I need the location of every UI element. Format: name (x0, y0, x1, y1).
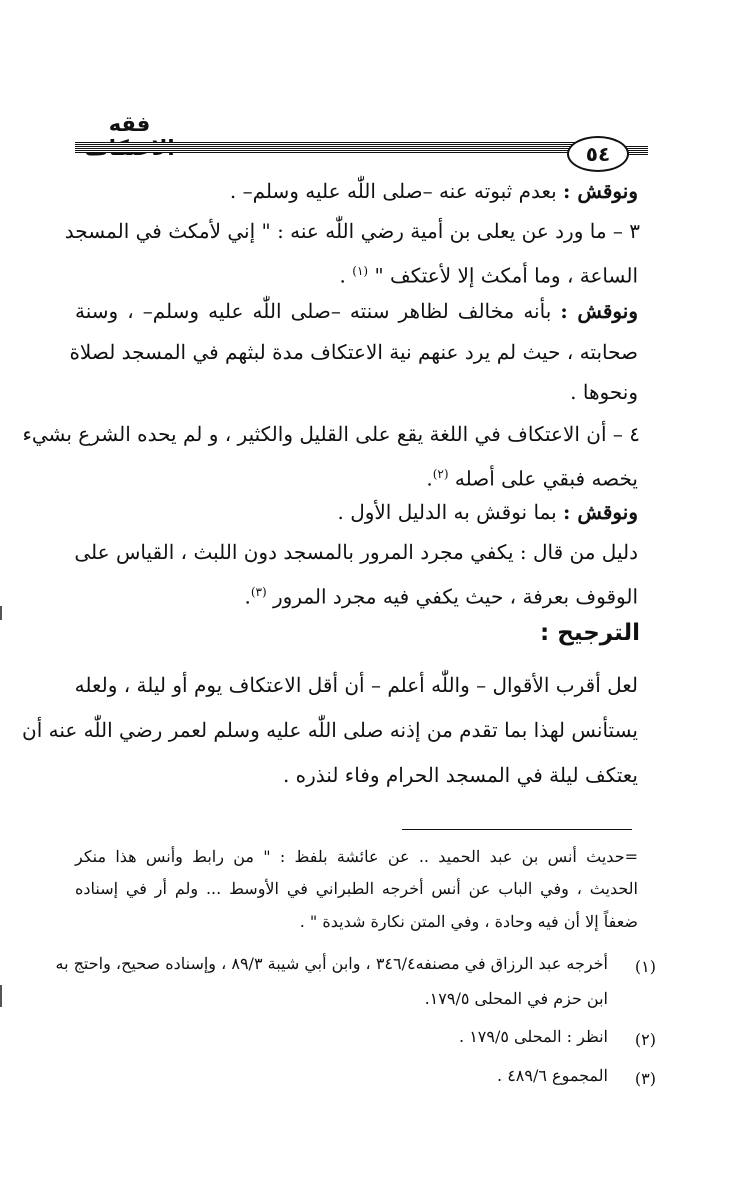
body-line-5: صحابته ، حيث لم يرد عنهم نية الاعتكاف مدة لبثهم في المسجد لصلاة (69, 340, 638, 364)
body-line-7: ٤ – أن الاعتكاف في اللغة يقع على القليل والكثير ، و لم يحده الشرع بشيء (22, 422, 640, 446)
footnote-2-number: (٢) (634, 1030, 656, 1049)
body-line-8 (426, 459, 638, 494)
footnote-3-number: (٣) (634, 1069, 656, 1088)
body-line-3 (340, 256, 638, 291)
page-number: ٥٤ (567, 136, 629, 172)
body-line-2: ٣ – ما ورد عن يعلى بن أمية رضي اللّٰه عنه : " إني لأمكث في المسجد (64, 219, 640, 243)
header-rule (75, 142, 576, 153)
footnote-ref: (١) (352, 264, 369, 278)
body-line-10: دليل من قال : يكفي مجرد المرور بالمسجد دون اللبث ، القياس على (74, 540, 638, 564)
footnote-2-text: انظر : المحلى ١٧٩/٥ . (459, 1027, 608, 1046)
footnote-1-number: (١) (634, 957, 656, 976)
body-line-4 (75, 296, 638, 326)
body-line-1 (230, 176, 638, 206)
footnote-continuation-3: ضعفاً إلا أن فيه وحادة ، وفي المتن نكارة شديدة " . (299, 912, 638, 931)
section-heading: الترجيح : (540, 620, 640, 646)
discussion-label: ونوقش : (560, 299, 638, 323)
footnote-3-text: المجموع ٤٨٩/٦ . (497, 1066, 608, 1085)
footnote-1-text-cont: ابن حزم في المحلى ١٧٩/٥. (424, 989, 608, 1008)
body-text: . (426, 466, 433, 491)
running-title: فقه (108, 112, 151, 136)
footnote-1-text: أخرجه عبد الرزاق في مصنفه٣٤٦/٤ ، وابن أبي شيبة ٨٩/٣ ، وإسناده صحيح، واحتج به (55, 954, 608, 973)
footnote-continuation-1: =حديث أنس بن عبد الحميد .. عن عائشة بلفظ : " من رابط وأنس هذا منكر (75, 847, 638, 866)
body-text: بأنه مخالف لظاهر سنته –صلى اللّٰه عليه وسلم– ، وسنة (75, 299, 561, 323)
discussion-label: ونوقش : (563, 179, 638, 203)
body-text: بما نوقش به الدليل الأول . (337, 500, 564, 524)
body-text: الساعة ، وما أمكث إلا لأعتكف " (368, 263, 638, 288)
body-text: يخصه فبقي على أصله (448, 466, 638, 491)
body-line-14: يعتكف ليلة في المسجد الحرام وفاء لنذره . (282, 763, 638, 787)
body-line-9 (337, 497, 638, 527)
body-line-13: يستأنس لهذا بما تقدم من إذنه صلى اللّٰه عليه وسلم لعمر رضي اللّٰه عنه أن (22, 718, 638, 742)
scan-margin-mark (0, 606, 2, 620)
body-text: بعدم ثبوته عنه –صلى اللّٰه عليه وسلم– . (229, 179, 564, 203)
body-text: . (244, 584, 251, 609)
body-line-12: لعل أقرب الأقوال – واللّٰه أعلم – أن أقل الاعتكاف يوم أو ليلة ، ولعله (74, 673, 638, 697)
body-text: . (339, 263, 353, 288)
footnote-ref: (٣) (250, 585, 267, 599)
body-text: الوقوف بعرفة ، حيث يكفي فيه مجرد المرور (266, 584, 638, 609)
footnote-separator (402, 829, 632, 830)
body-line-6: ونحوها . (570, 380, 638, 404)
body-line-11 (244, 577, 638, 612)
footnote-continuation-2: الحديث ، وفي الباب عن أنس أخرجه الطبراني في الأوسط ... ولم أر في إسناده (75, 879, 638, 898)
scan-margin-mark (0, 985, 2, 1007)
footnote-ref: (٢) (432, 467, 449, 481)
discussion-label: ونوقش : (563, 500, 638, 524)
